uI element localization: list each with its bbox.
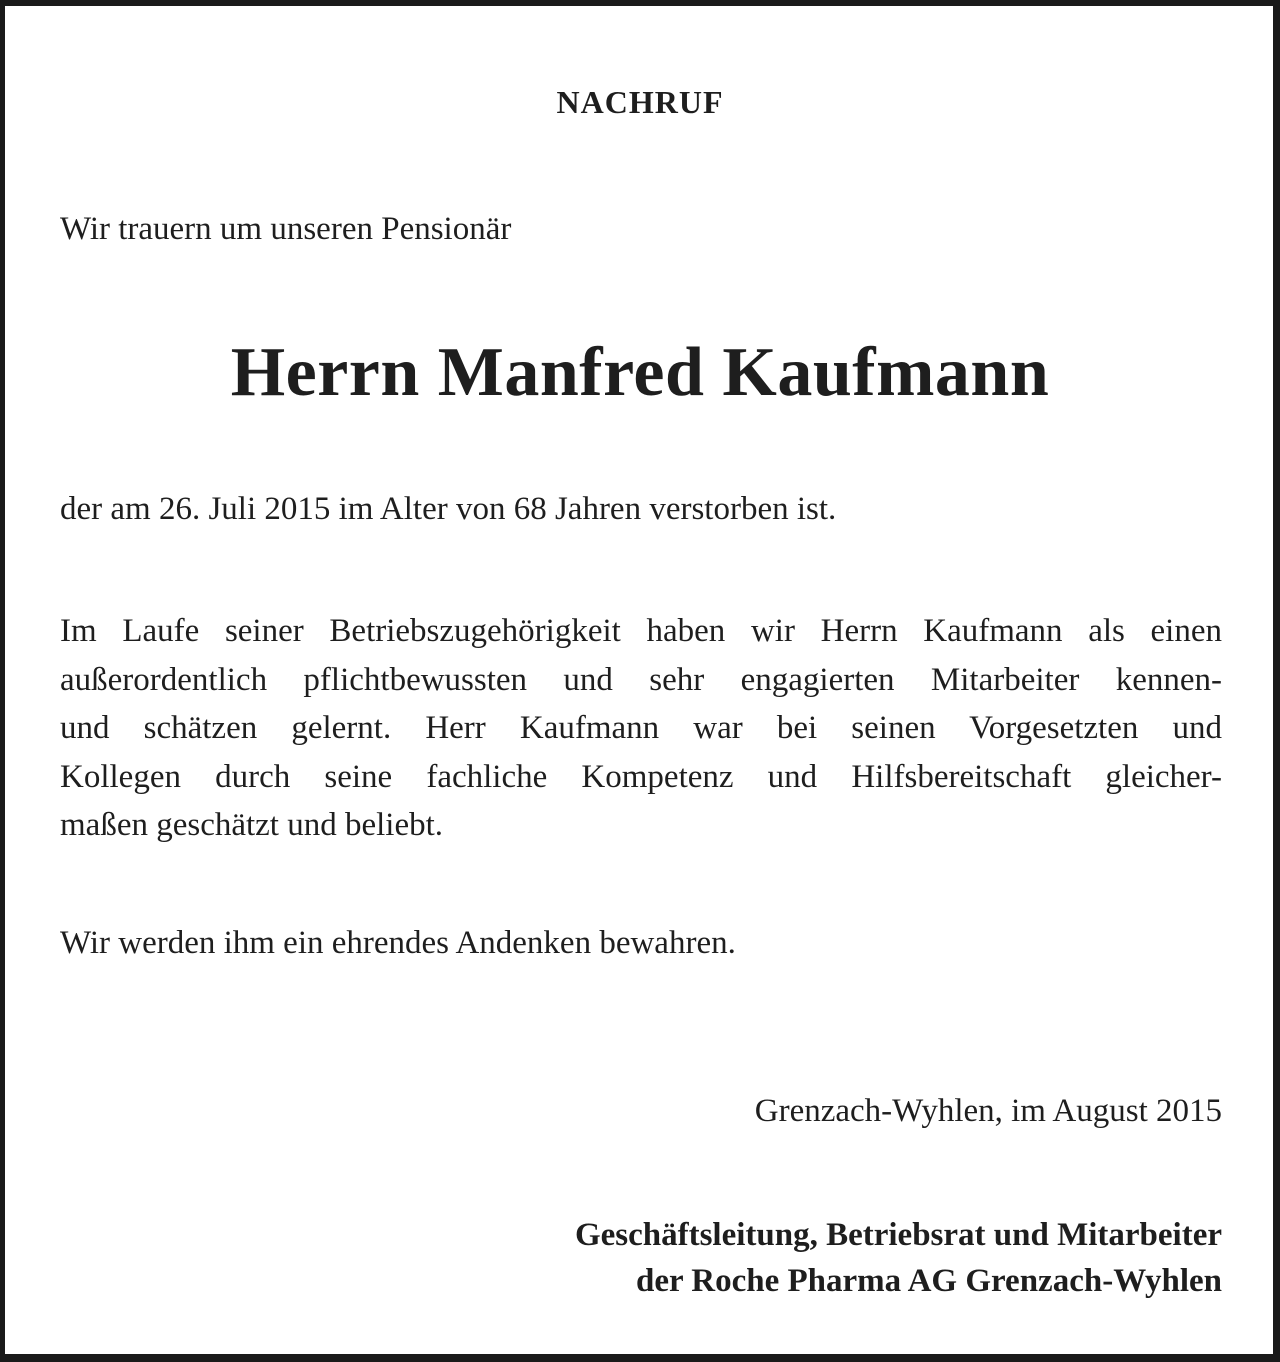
signature-line: Geschäftsleitung, Betriebsrat und Mitarbeiter — [574, 1217, 1222, 1253]
deceased-name: Herrn Manfred Kaufmann — [230, 334, 1050, 411]
signature-block — [575, 1212, 1222, 1304]
tribute-paragraph — [60, 607, 1222, 850]
place-date: Grenzach-Wyhlen, im August 2015 — [754, 1093, 1222, 1129]
tribute-line: außerordentlich pflichtbewussten und sehr engagierten Mitarbeiter kennen- — [60, 661, 1222, 698]
death-date-line: der am 26. Juli 2015 im Alter von 68 Jahren verstorben ist. — [60, 491, 837, 527]
tribute-line: Kollegen durch seine fachliche Kompetenz und Hilfsbereitschaft gleicher- — [60, 758, 1222, 795]
obituary-heading: NACHRUF — [556, 84, 724, 120]
tribute-line: maßen geschätzt und beliebt. — [60, 807, 444, 843]
closing-line: Wir werden ihm ein ehrendes Andenken bewahren. — [60, 925, 736, 961]
tribute-line: Im Laufe seiner Betriebszugehörigkeit haben wir Herrn Kaufmann als einen — [60, 613, 1222, 649]
tribute-line: und schätzen gelernt. Herr Kaufmann war bei seinen Vorgesetzten und — [60, 710, 1222, 746]
intro-line: Wir trauern um unseren Pensionär — [60, 211, 512, 247]
signature-line: der Roche Pharma AG Grenzach-Wyhlen — [635, 1263, 1222, 1299]
